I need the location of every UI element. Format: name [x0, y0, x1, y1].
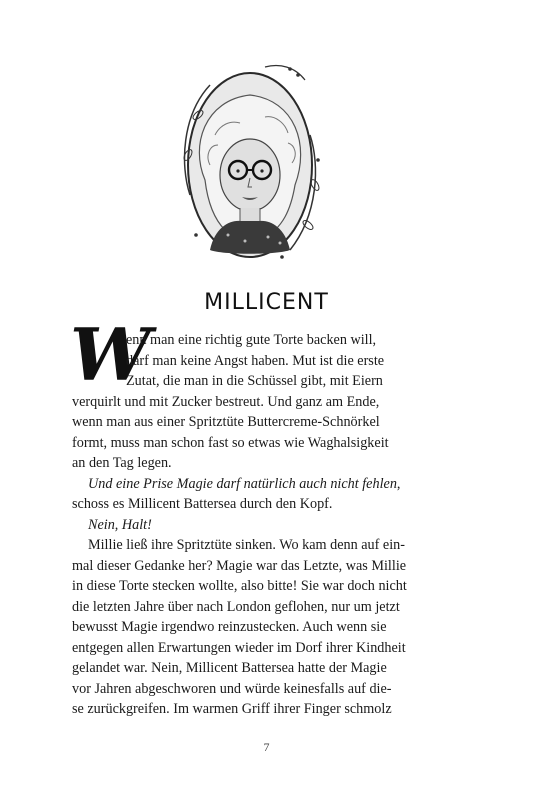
text-line	[72, 433, 462, 454]
text-line-content: in diese Torte stecken wollte, also bitte! Sie war doch nicht	[72, 578, 407, 594]
text-line-content: verquirlt und mit Zucker bestreut. Und ganz am Ende,	[72, 393, 380, 410]
text-line	[72, 556, 462, 577]
italic-text: Und eine Prise Magie darf natürlich auch nicht fehlen	[88, 475, 397, 492]
text-line	[72, 597, 462, 618]
text-line-content: vor Jahren abgeschworen und würde keinesfalls auf die-	[72, 680, 392, 697]
text-line	[72, 412, 462, 433]
text-line	[72, 576, 462, 597]
text-line-content: schoss es Millicent Battersea durch den Kopf.	[72, 496, 333, 512]
body-text	[72, 330, 462, 720]
chapter-heading: MILLICENT	[204, 290, 329, 315]
italic-text: Nein, Halt!	[88, 516, 152, 533]
text-line	[72, 392, 462, 413]
text-line	[72, 453, 462, 474]
text-line	[72, 494, 462, 515]
text-line	[72, 617, 462, 638]
text-line-content: wenn man aus einer Spritztüte Buttercreme-Schnörkel	[72, 414, 380, 430]
text-line-content: enn man eine richtig gute Torte backen will,	[126, 332, 377, 348]
text-line-content: se zurückgreifen. Im warmen Griff ihrer Finger schmolz	[72, 701, 392, 717]
page-number: 7	[263, 740, 270, 754]
text-line-content: formt, muss man schon fast so etwas wie Waghalsigkeit	[72, 434, 389, 451]
text-line-content: entgegen allen Erwartungen wieder im Dorf ihrer Kindheit	[72, 639, 406, 656]
text-line-content: Zutat, die man in die Schüssel gibt, mit Eiern	[126, 373, 383, 389]
text-line	[72, 535, 462, 556]
text-line	[72, 699, 462, 720]
portrait-illustration	[170, 45, 330, 285]
text-line	[72, 351, 462, 372]
text-line-content: darf man keine Angst haben. Mut ist die erste	[126, 352, 385, 369]
text-line-content: an den Tag legen.	[72, 455, 172, 471]
text-line	[72, 474, 462, 495]
portrait-illustration-svg	[170, 45, 330, 285]
text-line	[72, 330, 462, 351]
text-line-content: die letzten Jahre über nach London geflohen, nur um jetzt	[72, 598, 400, 615]
text-line-content: bewusst Magie irgendwo reinzustecken. Auch wenn sie	[72, 619, 387, 635]
text-line-content: mal dieser Gedanke her? Magie war das Letzte, was Millie	[72, 557, 407, 574]
text-line	[72, 679, 462, 700]
text-line	[72, 658, 462, 679]
text-line	[72, 371, 462, 392]
drop-cap: W	[70, 312, 151, 397]
text-line-content: ,	[396, 475, 401, 492]
text-line	[72, 638, 462, 659]
text-line	[72, 515, 462, 536]
text-line-content: Millie ließ ihre Spritztüte sinken. Wo kam denn auf ein-	[88, 537, 405, 553]
text-line-content: gelandet war. Nein, Millicent Battersea hatte der Magie	[72, 660, 387, 676]
